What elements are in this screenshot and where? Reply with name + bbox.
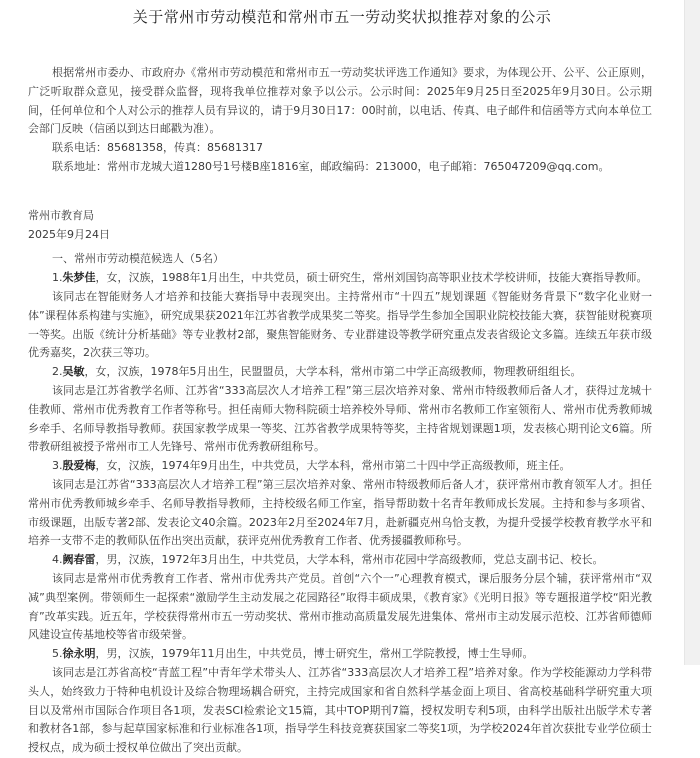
candidate-name: 朱梦佳 <box>62 271 96 285</box>
page-title: 关于常州市劳动模范和常州市五一劳动奖状拟推荐对象的公示 <box>132 8 552 26</box>
candidate-profile <box>28 551 652 570</box>
candidate-name: 殷爱梅 <box>62 459 96 473</box>
candidate-number: 3. <box>52 459 63 473</box>
intro-paragraph: 根据常州市委办、市政府办《常州市劳动模范和常州市五一劳动奖状评选工作通知》要求，为体现公开、公平、公正原则，广泛听取群众意见，接受群众监督，现将我单位推荐对象予以公示。公示时间：2025年9月25日至2025年9月30日。公示期间，任何单位和个人对公示的推荐人员有异议的，请于9月30日17：00时前，以电话、传真、电子邮件和信函等方式向本单位工会部门反映（信函以到达日邮戳为准）。 <box>28 66 652 136</box>
candidate-profile <box>28 269 652 288</box>
signature-date: 2025年9月24日 <box>28 227 110 241</box>
candidate-name: 阙春雷 <box>62 553 96 567</box>
candidate-number: 4. <box>52 553 63 567</box>
candidate-name: 徐永明 <box>62 647 96 661</box>
vertical-scrollbar[interactable] <box>684 0 700 665</box>
signature-org: 常州市教育局 <box>28 208 94 222</box>
candidate <box>28 269 652 363</box>
candidate-profile-text: ，男，汉族，1979年11月出生，中共党员，博士研究生，常州工学院教授，博士生导师。 <box>95 647 534 661</box>
candidate-number: 5. <box>52 647 63 661</box>
candidate-number: 2. <box>52 365 63 379</box>
candidate-description: 该同志在智能财务人才培养和技能大赛指导中表现突出。主持常州市“十四五”规划课题《智能财务背景下“数字化业财一体”课程体系构建与实施》，研究成果获2021年江苏省教学成果奖二等奖。指导学生参加全国职业院校技能大赛，获智能财税赛项一等奖。出版《统计分析基础》等专业教材2部，聚焦智能财务、专业群建设等教学研究重点发表省级论文多篇。连续五年获市级优秀嘉奖，2次获三等功。 <box>28 289 652 360</box>
candidate-profile-text: ，男，汉族，1972年3月出生，中共党员，大学本科，常州市花园中学高级教师，党总支副书记、校长。 <box>95 553 604 567</box>
candidate-description: 该同志是江苏省“333高层次人才培养工程”第三层次培养对象、常州市特级教师后备人才，获评常州市教育领军人才。担任常州市优秀教师城乡牵手、名师导教指导教师，主持校级名师工作室，指导帮助数十名青年教师成长发展。主持和参与多项省、市级课题，出版专著2部、发表论文40余篇。2023年2月至2024年7月，赴新疆克州乌恰支教，为提升受援学校教育教学水平和培养一支带不走的教师队伍作出突出贡献，获评克州优秀教育工作者、优秀援疆教师称号。 <box>28 477 652 548</box>
candidate-profile-text: ，女，汉族，1974年9月出生，中共党员，大学本科，常州市第二十四中学正高级教师，班主任。 <box>95 459 571 473</box>
candidate-profile <box>28 645 652 664</box>
candidate-number: 1. <box>52 271 63 285</box>
notice-body <box>28 64 652 758</box>
candidate-profile-text: ，女，汉族，1988年1月出生，中共党员，硕士研究生，常州刘国钧高等职业技术学校讲师，技能大赛指导教师。 <box>95 271 648 285</box>
candidate-description: 该同志是江苏省高校“青蓝工程”中青年学术带头人、江苏省“333高层次人才培养工程”培养对象。作为学校能源动力学科带头人，始终致力于特种电机设计及综合物理场耦合研究，主持完成国家和省自然科学基金面上项目、省高校基础科学研究重大项目以及常州市国际合作项目各1项，发表SCI检索论文15篇，其中TOP期刊7篇，授权发明专利5项，由科学出版社出版学术专著和教材各1部，参与起草国家标准和行业标准各1项，指导学生科技竞赛获国家二等奖1项，为学校2024年首次获批专业学位硕士授权点，成为硕士授权单位做出了突出贡献。 <box>28 665 652 755</box>
candidate <box>28 457 652 551</box>
candidate-profile-text: ，女，汉族，1978年5月出生，民盟盟员，大学本科，常州市第二中学正高级教师，物理教研组组长。 <box>84 365 582 379</box>
candidate <box>28 645 652 758</box>
candidate <box>28 551 652 645</box>
candidate-profile <box>28 363 652 382</box>
contact-phone: 联系电话：85681358，传真：85681317 <box>52 141 263 155</box>
candidate-description: 该同志是江苏省教学名师、江苏省“333高层次人才培养工程”第三层次培养对象、常州市特级教师后备人才，获得过龙城十佳教师、常州市优秀教育工作者等称号。担任南师大物科院硕士培养校外导师、常州市名教师工作室领衔人、常州市优秀教师城乡牵手、名师导教指导教师。获国家教学成果一等奖、江苏省教学成果特等奖，主持省规划课题1项，发表核心期刊论文6篇。所带教研组被授予常州市工人先锋号、常州市优秀教研组称号。 <box>28 383 652 454</box>
candidate-description: 该同志是常州市优秀教育工作者、常州市优秀共产党员。首创“六个一”心理教育模式，课后服务分层个辅，获评常州市“双减”典型案例。带领师生一起探索“激励学生主动发展之花园路径”取得丰硕成果，《教育家》《光明日报》等专题报道学校“阳光教育”改革实践。近五年，学校获得常州市五一劳动奖状、常州市推动高质量发展先进集体、常州市主动发展示范校、江苏省师德师风建设宣传基地校等省市级荣誉。 <box>28 571 652 642</box>
contact-address: 联系地址：常州市龙城大道1280号1号楼B座1816室，邮政编码：213000，电子邮箱：765047209@qq.com。 <box>52 159 610 173</box>
candidate-profile <box>28 457 652 476</box>
section-heading: 一、常州市劳动模范候选人（5名） <box>52 252 224 266</box>
spacer <box>28 177 652 207</box>
candidate <box>28 363 652 457</box>
candidate-name: 吴敏 <box>62 365 85 379</box>
